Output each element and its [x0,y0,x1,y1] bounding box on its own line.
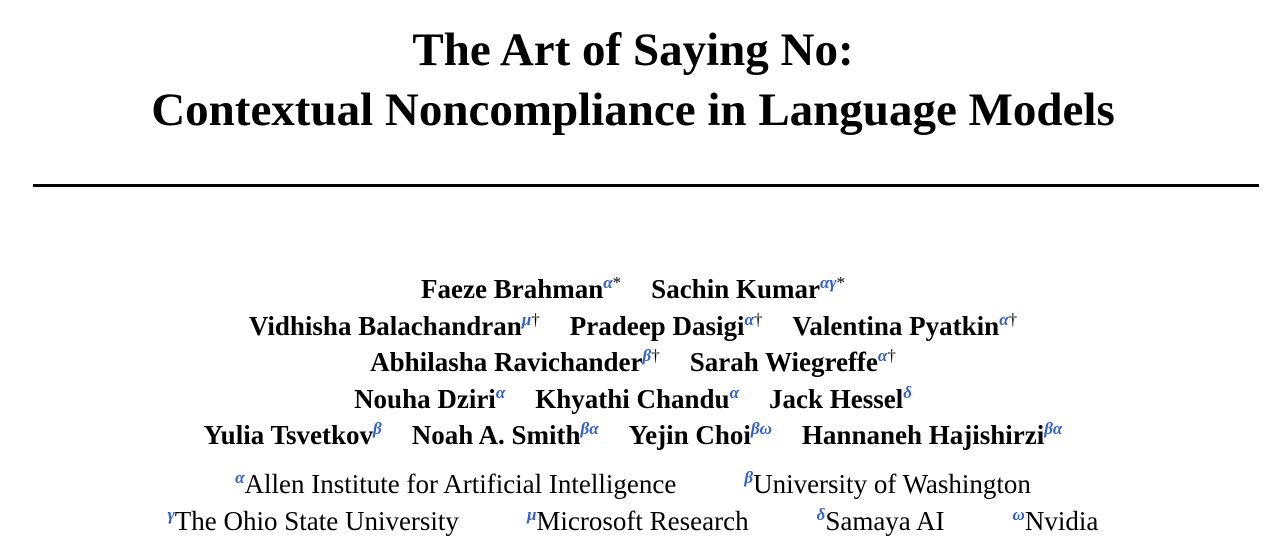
author-affiliation-marker [522,310,540,329]
author [651,273,845,305]
author-affiliation-marker [999,310,1017,329]
contribution-mark: * [836,273,845,292]
affiliation-symbol: μ [521,310,532,329]
affiliation-name: The Ohio State University [174,506,459,536]
author-affiliation-marker [730,383,739,402]
affiliation-name: Microsoft Research [536,506,749,536]
author-name: Jack Hessel [768,384,904,414]
affiliation-symbol: βα [1044,419,1063,438]
affiliation-symbol: ω [1012,505,1025,524]
author-name: Faeze Brahman [421,274,604,304]
author-row [0,419,1266,451]
contribution-mark: † [531,310,540,329]
author-name: Sarah Wiegreffe [689,347,878,377]
affiliation [527,505,749,537]
affiliation [744,468,1031,500]
affiliation-symbol: μ [526,505,537,524]
affiliation [168,505,459,537]
author-name: Pradeep Dasigi [569,311,745,341]
affiliation-symbol: β [744,468,754,487]
author-row [0,310,1266,342]
contribution-mark: * [612,273,622,292]
affiliation-symbol: α [495,383,506,402]
author-name: Noah A. Smith [411,420,581,450]
affiliation-symbol: βα [580,419,599,438]
author-affiliation-marker [744,310,762,329]
contribution-mark: † [887,346,896,365]
author [570,310,763,342]
author [412,419,599,451]
affiliation-symbol: α [999,310,1009,329]
author [802,419,1062,451]
affiliation-name: Nvidia [1024,506,1099,536]
affiliation-symbol: α [729,383,739,402]
affiliation-symbol: βω [750,419,772,438]
author [792,310,1017,342]
author [249,310,540,342]
affiliation-symbol: α [603,273,613,292]
affiliation-symbol: α [877,346,888,365]
author-row [0,383,1266,415]
affiliation-symbol: α [744,310,754,329]
author-row [0,346,1266,378]
author-affiliation-marker [496,383,505,402]
author-affiliation-marker [820,273,845,292]
title-rule [33,184,1259,187]
contribution-mark: † [651,346,660,365]
author-name: Nouha Dziri [354,384,496,414]
author-name: Khyathi Chandu [535,384,730,414]
contribution-mark: † [1008,310,1018,329]
author [535,383,739,415]
author-affiliation-marker [581,419,599,438]
author [629,419,772,451]
author-name: Valentina Pyatkin [792,311,1000,341]
author-row [0,273,1266,305]
affiliation-name: University of Washington [753,469,1031,499]
affiliation-symbol: α [235,468,245,487]
author-affiliation-marker [642,346,659,365]
contribution-mark: † [753,310,763,329]
affiliation [235,468,676,500]
author-affiliation-marker [1044,419,1062,438]
paper-title-line-2: Contextual Noncompliance in Language Models [151,84,1115,136]
author [354,383,505,415]
author-affiliation-marker [878,346,896,365]
affiliation-symbol: β [642,346,652,365]
affiliation-row [0,468,1266,500]
author-name: Abhilasha Ravichander [370,347,643,377]
affiliation-row [0,505,1266,537]
affiliation-symbol: αγ [819,273,837,292]
author-name: Yulia Tsvetkov [203,420,373,450]
author [769,383,912,415]
author [204,419,382,451]
author-name: Hannaneh Hajishirzi [801,420,1045,450]
affiliation-symbol: γ [167,505,175,524]
author [370,346,660,378]
author [690,346,896,378]
author-affiliation-marker [373,419,382,438]
affiliation-symbol: δ [816,505,826,524]
affiliation [1013,505,1099,537]
affiliation-name: Samaya AI [825,506,945,536]
author [421,273,621,305]
affiliation [817,505,945,537]
affiliation-symbol: β [373,419,382,438]
author-affiliation-marker [903,383,912,402]
paper-title-line-1: The Art of Saying No: [412,24,854,76]
author-name: Sachin Kumar [651,274,820,304]
affiliation-name: Allen Institute for Artificial Intelligence [244,469,677,499]
affiliation-symbol: δ [903,383,912,402]
author-name: Vidhisha Balachandran [248,311,522,341]
author-name: Yejin Choi [628,420,751,450]
author-affiliation-marker [603,273,621,292]
author-affiliation-marker [751,419,772,438]
